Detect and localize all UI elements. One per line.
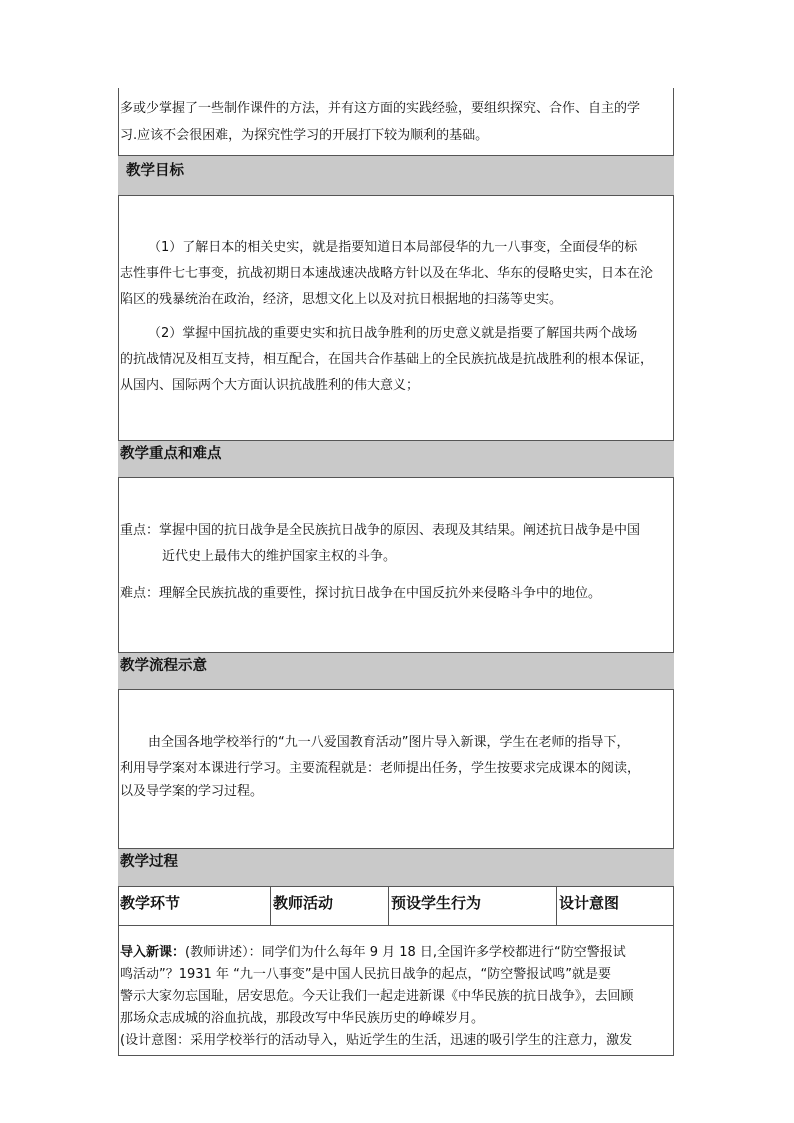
objective-1-line-3: 陷区的残暴统治在政治，经济，思想文化上以及对抗日根据地的扫荡等史实。 [120,292,563,307]
difficulty-line: 难点：理解全民族抗战的重要性，探讨抗日战争在中国反抗外来侵略斗争中的地位。 [120,586,602,601]
lead-in-line-1 [120,941,626,960]
section-flow-title: 教学流程示意 [118,652,674,690]
lead-in-line-1-text: (教师讲述）：同学们为什么每年 9 月 18 日,全国许多学校都进行“防空警报试 [185,945,626,960]
objective-1-line-2: 志性事件七七事变，抗战初期日本速战速决战略方针以及在华北、华东的侵略史实，日本在沦 [120,266,654,281]
flow-line-3: 以及导学案的学习过程。 [120,784,264,799]
column-header-stage: 教学环节 [120,894,181,912]
intro-line-1: 多或少掌握了一些制作课件的方法，并有这方面的实践经验，要组织探究、合作、自主的学 [120,101,641,116]
intro-line-2: 习.应该不会很困难，为探究性学习的开展打下较为顺利的基础。 [120,128,489,143]
flow-line-2: 利用导学案对本课进行学习。主要流程就是：老师提出任务，学生按要求完成课本的阅读， [120,761,641,776]
objective-2-line-1: （2）掌握中国抗战的重要史实和抗日战争胜利的历史意义就是指要了解国共两个战场 [148,326,638,341]
section-keypoints-title: 教学重点和难点 [118,440,674,478]
key-point-line-2: 近代史上最伟大的维护国家主权的斗争。 [162,549,397,564]
key-point-line-1: 重点：掌握中国的抗日战争是全民族抗日战争的原因、表现及其结果。阐述抗日战争是中国 [120,523,641,538]
lead-in-line-3: 警示大家勿忘国耻，居安思危。今天让我们一起走进新课《中华民族的抗日战争》，去回顾 [120,989,634,1004]
objective-2-line-3: 从国内、国际两个大方面认识抗战胜利的伟大意义； [120,378,420,393]
flow-line-1: 由全国各地学校举行的“九一八爱国教育活动”图片导入新课，学生在老师的指导下， [148,735,630,750]
objective-2-line-2: 的抗战情况及相互支持，相互配合，在国共合作基础上的全民族抗战是抗战胜利的根本保证， [120,352,654,367]
process-table-header [118,886,674,926]
lead-in-line-2: 鸣活动”？1931 年 “九一八事变”是中国人民抗日战争的起点，“防空警报试鸣”就是要 [120,967,612,982]
column-header-student: 预设学生行为 [388,887,556,925]
objective-1-line-1: （1）了解日本的相关史实，就是指要知道日本局部侵华的九一八事变，全面侵华的标 [148,240,638,255]
column-header-intent: 设计意图 [556,887,674,925]
lead-in-line-4: 那场众志成城的浴血抗战，那段改写中华民族历史的峥嵘岁月。 [120,1011,485,1026]
column-header-teacher: 教师活动 [270,887,388,925]
lead-in-line-5: (设计意图：采用学校举行的活动导入，贴近学生的生活，迅速的吸引学生的注意力，激发 [120,1033,633,1048]
lead-in-label: 导入新课： [120,945,186,960]
section-objectives-title: 教学目标 [118,155,674,196]
section-process-title: 教学过程 [118,848,674,887]
